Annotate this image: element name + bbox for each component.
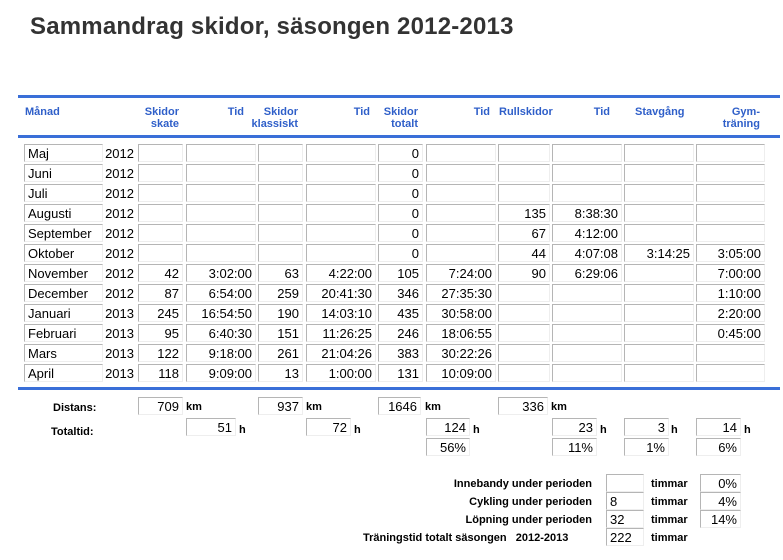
total-km-cell[interactable]: 0 bbox=[378, 224, 423, 242]
pct-stav-cell[interactable]: 1% bbox=[624, 438, 669, 456]
h-unit: h bbox=[473, 424, 480, 436]
skate-km-cell[interactable]: 87 bbox=[138, 284, 183, 302]
gym-time-cell[interactable] bbox=[696, 144, 765, 162]
klassiskt-time-cell[interactable]: 20:41:30 bbox=[306, 284, 376, 302]
skate-time-cell[interactable]: 16:54:50 bbox=[186, 304, 256, 322]
total-km-cell[interactable]: 246 bbox=[378, 324, 423, 342]
totaltid-totalt-cell[interactable]: 124 bbox=[426, 418, 470, 436]
rullskidor-km-cell[interactable] bbox=[498, 284, 550, 302]
distans-skate-cell[interactable]: 709 bbox=[138, 397, 183, 415]
gym-time-cell[interactable] bbox=[696, 204, 765, 222]
klassiskt-km-cell[interactable] bbox=[258, 244, 303, 262]
total-time-cell[interactable] bbox=[426, 204, 496, 222]
year-cell: 2013 bbox=[105, 326, 134, 341]
rullskidor-km-cell[interactable] bbox=[498, 364, 550, 382]
rullskidor-time-cell[interactable] bbox=[552, 344, 622, 362]
total-time-cell[interactable]: 18:06:55 bbox=[426, 324, 496, 342]
total-time-cell[interactable] bbox=[426, 164, 496, 182]
total-season-hours-cell[interactable]: 222 bbox=[606, 528, 644, 546]
skate-km-cell[interactable]: 122 bbox=[138, 344, 183, 362]
rullskidor-km-cell[interactable]: 44 bbox=[498, 244, 550, 262]
rullskidor-time-cell[interactable]: 4:07:08 bbox=[552, 244, 622, 262]
h-unit: h bbox=[600, 424, 607, 436]
skate-km-cell[interactable] bbox=[138, 144, 183, 162]
skate-km-cell[interactable]: 42 bbox=[138, 264, 183, 282]
skate-time-cell[interactable] bbox=[186, 184, 256, 202]
skate-time-cell[interactable]: 9:18:00 bbox=[186, 344, 256, 362]
gym-time-cell[interactable]: 1:10:00 bbox=[696, 284, 765, 302]
total-km-cell[interactable]: 0 bbox=[378, 144, 423, 162]
distans-rull-cell[interactable]: 336 bbox=[498, 397, 548, 415]
h-unit: h bbox=[744, 424, 751, 436]
klassiskt-km-cell[interactable] bbox=[258, 204, 303, 222]
stavgang-time-cell[interactable]: 3:14:25 bbox=[624, 244, 694, 262]
stavgang-time-cell[interactable] bbox=[624, 204, 694, 222]
timmar-unit: timmar bbox=[651, 514, 688, 526]
rullskidor-time-cell[interactable] bbox=[552, 184, 622, 202]
stavgang-time-cell[interactable] bbox=[624, 224, 694, 242]
klassiskt-time-cell[interactable]: 1:00:00 bbox=[306, 364, 376, 382]
klassiskt-time-cell[interactable] bbox=[306, 164, 376, 182]
total-time-cell[interactable] bbox=[426, 224, 496, 242]
month-cell: December bbox=[24, 284, 103, 302]
cykling-hours-cell[interactable]: 8 bbox=[606, 492, 644, 510]
stavgang-time-cell[interactable] bbox=[624, 304, 694, 322]
header-tid-4: Tid bbox=[593, 106, 610, 118]
klassiskt-time-cell[interactable] bbox=[306, 244, 376, 262]
cykling-pct-cell[interactable]: 4% bbox=[700, 492, 741, 510]
month-cell: Juli bbox=[24, 184, 103, 202]
skate-km-cell[interactable] bbox=[138, 204, 183, 222]
rullskidor-time-cell[interactable] bbox=[552, 284, 622, 302]
skate-km-cell[interactable] bbox=[138, 164, 183, 182]
h-unit: h bbox=[239, 424, 246, 436]
month-cell: Januari bbox=[24, 304, 103, 322]
gym-time-cell[interactable] bbox=[696, 224, 765, 242]
gym-time-cell[interactable]: 2:20:00 bbox=[696, 304, 765, 322]
totaltid-rull-cell[interactable]: 23 bbox=[552, 418, 597, 436]
rullskidor-time-cell[interactable] bbox=[552, 144, 622, 162]
year-cell: 2013 bbox=[105, 306, 134, 321]
pct-rull-cell[interactable]: 11% bbox=[552, 438, 597, 456]
km-unit: km bbox=[425, 401, 441, 413]
total-time-cell[interactable]: 27:35:30 bbox=[426, 284, 496, 302]
rullskidor-time-cell[interactable] bbox=[552, 364, 622, 382]
year-cell: 2012 bbox=[105, 206, 134, 221]
skate-km-cell[interactable]: 118 bbox=[138, 364, 183, 382]
rullskidor-km-cell[interactable] bbox=[498, 304, 550, 322]
skate-time-cell[interactable] bbox=[186, 244, 256, 262]
year-cell: 2012 bbox=[105, 226, 134, 241]
year-cell: 2013 bbox=[105, 366, 134, 381]
rullskidor-km-cell[interactable] bbox=[498, 324, 550, 342]
month-cell: Maj bbox=[24, 144, 103, 162]
skate-km-cell[interactable] bbox=[138, 244, 183, 262]
total-time-cell[interactable] bbox=[426, 144, 496, 162]
month-cell: Februari bbox=[24, 324, 103, 342]
stavgang-time-cell[interactable] bbox=[624, 264, 694, 282]
month-cell: Mars bbox=[24, 344, 103, 362]
header-tid-3: Tid bbox=[473, 106, 490, 118]
klassiskt-km-cell[interactable]: 190 bbox=[258, 304, 303, 322]
header-tid-2: Tid bbox=[353, 106, 370, 118]
km-unit: km bbox=[306, 401, 322, 413]
skate-time-cell[interactable] bbox=[186, 224, 256, 242]
timmar-unit: timmar bbox=[651, 478, 688, 490]
total-km-cell[interactable]: 383 bbox=[378, 344, 423, 362]
total-km-cell[interactable]: 105 bbox=[378, 264, 423, 282]
rullskidor-time-cell[interactable] bbox=[552, 304, 622, 322]
klassiskt-time-cell[interactable] bbox=[306, 184, 376, 202]
timmar-unit: timmar bbox=[651, 532, 688, 544]
header-gymtraning: Gym- träning bbox=[722, 106, 760, 130]
month-cell: Augusti bbox=[24, 204, 103, 222]
totaltid-stav-cell[interactable]: 3 bbox=[624, 418, 669, 436]
header-skidor-skate: Skidor skate bbox=[144, 106, 179, 130]
total-km-cell[interactable]: 0 bbox=[378, 184, 423, 202]
month-cell: April bbox=[24, 364, 103, 382]
year-cell: 2013 bbox=[105, 346, 134, 361]
skate-time-cell[interactable] bbox=[186, 144, 256, 162]
total-time-cell[interactable]: 7:24:00 bbox=[426, 264, 496, 282]
total-km-cell[interactable]: 435 bbox=[378, 304, 423, 322]
total-time-cell[interactable]: 30:58:00 bbox=[426, 304, 496, 322]
gym-time-cell[interactable]: 3:05:00 bbox=[696, 244, 765, 262]
header-skidor-totalt: Skidor totalt bbox=[383, 106, 418, 130]
skate-time-cell[interactable] bbox=[186, 164, 256, 182]
innebandy-pct-cell[interactable]: 0% bbox=[700, 474, 741, 492]
total-km-cell[interactable]: 0 bbox=[378, 164, 423, 182]
rullskidor-km-cell[interactable]: 135 bbox=[498, 204, 550, 222]
header-rule-top bbox=[18, 95, 780, 98]
rullskidor-time-cell[interactable] bbox=[552, 164, 622, 182]
total-time-cell[interactable] bbox=[426, 244, 496, 262]
year-cell: 2012 bbox=[105, 266, 134, 281]
h-unit: h bbox=[671, 424, 678, 436]
klassiskt-km-cell[interactable]: 151 bbox=[258, 324, 303, 342]
total-km-cell[interactable]: 0 bbox=[378, 244, 423, 262]
stavgang-time-cell[interactable] bbox=[624, 324, 694, 342]
lopning-label: Löpning under perioden bbox=[465, 514, 592, 526]
rullskidor-km-cell[interactable] bbox=[498, 184, 550, 202]
rullskidor-km-cell[interactable]: 67 bbox=[498, 224, 550, 242]
km-unit: km bbox=[186, 401, 202, 413]
header-rule-bottom bbox=[18, 135, 780, 138]
klassiskt-km-cell[interactable]: 63 bbox=[258, 264, 303, 282]
total-time-cell[interactable]: 10:09:00 bbox=[426, 364, 496, 382]
skate-time-cell[interactable]: 9:09:00 bbox=[186, 364, 256, 382]
pct-totalt-cell[interactable]: 56% bbox=[426, 438, 470, 456]
innebandy-label: Innebandy under perioden bbox=[453, 478, 592, 490]
year-cell: 2012 bbox=[105, 146, 134, 161]
month-cell: September bbox=[24, 224, 103, 242]
total-time-cell[interactable] bbox=[426, 184, 496, 202]
klassiskt-km-cell[interactable] bbox=[258, 144, 303, 162]
klassiskt-time-cell[interactable]: 4:22:00 bbox=[306, 264, 376, 282]
total-km-cell[interactable]: 131 bbox=[378, 364, 423, 382]
gym-time-cell[interactable]: 0:45:00 bbox=[696, 324, 765, 342]
gym-time-cell[interactable] bbox=[696, 184, 765, 202]
klassiskt-time-cell[interactable]: 14:03:10 bbox=[306, 304, 376, 322]
klassiskt-km-cell[interactable]: 13 bbox=[258, 364, 303, 382]
skate-time-cell[interactable]: 6:54:00 bbox=[186, 284, 256, 302]
lopning-pct-cell[interactable]: 14% bbox=[700, 510, 741, 528]
stavgang-time-cell[interactable] bbox=[624, 164, 694, 182]
klassiskt-km-cell[interactable] bbox=[258, 184, 303, 202]
rullskidor-time-cell[interactable]: 6:29:06 bbox=[552, 264, 622, 282]
year-cell: 2012 bbox=[105, 246, 134, 261]
gym-time-cell[interactable]: 7:00:00 bbox=[696, 264, 765, 282]
klassiskt-time-cell[interactable] bbox=[306, 224, 376, 242]
page-title: Sammandrag skidor, säsongen 2012-2013 bbox=[30, 13, 514, 40]
stavgang-time-cell[interactable] bbox=[624, 144, 694, 162]
skate-time-cell[interactable] bbox=[186, 204, 256, 222]
skate-time-cell[interactable]: 6:40:30 bbox=[186, 324, 256, 342]
table-rule-bottom bbox=[18, 387, 780, 390]
skate-km-cell[interactable] bbox=[138, 184, 183, 202]
year-cell: 2012 bbox=[105, 166, 134, 181]
h-unit: h bbox=[354, 424, 361, 436]
klassiskt-time-cell[interactable]: 11:26:25 bbox=[306, 324, 376, 342]
innebandy-hours-cell[interactable] bbox=[606, 474, 644, 492]
stavgang-time-cell[interactable] bbox=[624, 364, 694, 382]
totaltid-gym-cell[interactable]: 14 bbox=[696, 418, 741, 436]
distans-label: Distans: bbox=[53, 402, 97, 414]
skate-km-cell[interactable]: 95 bbox=[138, 324, 183, 342]
klassiskt-time-cell[interactable]: 21:04:26 bbox=[306, 344, 376, 362]
header-manad: Månad bbox=[25, 106, 60, 118]
skate-km-cell[interactable]: 245 bbox=[138, 304, 183, 322]
month-cell: Oktober bbox=[24, 244, 103, 262]
klassiskt-time-cell[interactable] bbox=[306, 204, 376, 222]
month-cell: November bbox=[24, 264, 103, 282]
year-cell: 2012 bbox=[105, 186, 134, 201]
year-cell: 2012 bbox=[105, 286, 134, 301]
skate-time-cell[interactable]: 3:02:00 bbox=[186, 264, 256, 282]
rullskidor-km-cell[interactable] bbox=[498, 144, 550, 162]
rullskidor-km-cell[interactable]: 90 bbox=[498, 264, 550, 282]
gym-time-cell[interactable] bbox=[696, 344, 765, 362]
klassiskt-km-cell[interactable]: 259 bbox=[258, 284, 303, 302]
header-rullskidor: Rullskidor bbox=[499, 106, 553, 118]
rullskidor-time-cell[interactable] bbox=[552, 324, 622, 342]
total-km-cell[interactable]: 346 bbox=[378, 284, 423, 302]
header-skidor-klassiskt: Skidor klassiskt bbox=[251, 106, 298, 130]
klassiskt-km-cell[interactable] bbox=[258, 164, 303, 182]
km-unit: km bbox=[551, 401, 567, 413]
header-tid-1: Tid bbox=[227, 106, 244, 118]
lopning-hours-cell[interactable]: 32 bbox=[606, 510, 644, 528]
rullskidor-km-cell[interactable] bbox=[498, 164, 550, 182]
month-cell: Juni bbox=[24, 164, 103, 182]
gym-time-cell[interactable] bbox=[696, 364, 765, 382]
totaltid-klass-cell[interactable]: 72 bbox=[306, 418, 351, 436]
header-stavgang: Stavgång bbox=[635, 106, 685, 118]
total-time-cell[interactable]: 30:22:26 bbox=[426, 344, 496, 362]
klassiskt-km-cell[interactable]: 261 bbox=[258, 344, 303, 362]
total-season-label: Träningstid totalt säsongen 2012-2013 bbox=[363, 532, 569, 544]
rullskidor-time-cell[interactable]: 4:12:00 bbox=[552, 224, 622, 242]
totaltid-label: Totaltid: bbox=[51, 426, 94, 438]
cykling-label: Cykling under perioden bbox=[469, 496, 592, 508]
rullskidor-km-cell[interactable] bbox=[498, 344, 550, 362]
klassiskt-time-cell[interactable] bbox=[306, 144, 376, 162]
stavgang-time-cell[interactable] bbox=[624, 284, 694, 302]
timmar-unit: timmar bbox=[651, 496, 688, 508]
total-km-cell[interactable]: 0 bbox=[378, 204, 423, 222]
klassiskt-km-cell[interactable] bbox=[258, 224, 303, 242]
totaltid-skate-cell[interactable]: 51 bbox=[186, 418, 236, 436]
rullskidor-time-cell[interactable]: 8:38:30 bbox=[552, 204, 622, 222]
pct-gym-cell[interactable]: 6% bbox=[696, 438, 741, 456]
skate-km-cell[interactable] bbox=[138, 224, 183, 242]
gym-time-cell[interactable] bbox=[696, 164, 765, 182]
distans-totalt-cell[interactable]: 1646 bbox=[378, 397, 421, 415]
stavgang-time-cell[interactable] bbox=[624, 184, 694, 202]
distans-klass-cell[interactable]: 937 bbox=[258, 397, 303, 415]
stavgang-time-cell[interactable] bbox=[624, 344, 694, 362]
